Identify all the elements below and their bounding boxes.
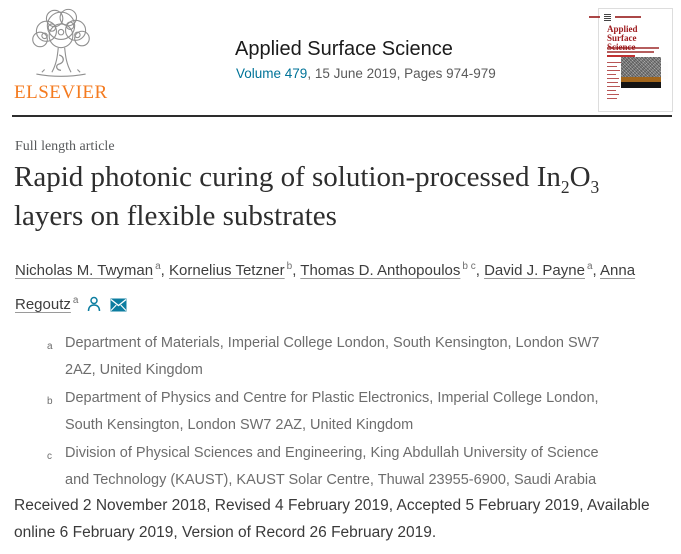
author-link[interactable]: Anna Regoutz: [15, 262, 636, 313]
affiliation-item: [14, 330, 618, 384]
affiliation-label: c: [47, 451, 52, 462]
elsevier-wordmark: ELSEVIER: [14, 82, 108, 103]
volume-link[interactable]: Volume 479: [236, 66, 308, 81]
author-separator: ,: [475, 262, 485, 279]
author-affiliation-superscript: a: [72, 295, 79, 306]
issue-info: , 15 June 2019, Pages 974-979: [307, 66, 496, 81]
author-link[interactable]: David J. Payne: [484, 262, 585, 279]
volume-issue-line: [236, 66, 496, 81]
affiliation-item: [14, 385, 618, 439]
author-affiliation-superscript: b c: [462, 261, 476, 272]
author-affiliation-superscript: a: [586, 261, 593, 272]
author-action-icons: [78, 296, 127, 313]
affiliation-label: b: [47, 396, 53, 407]
article-title: Rapid photonic curing of solution-processed $In_2O_3$ layers on flexible substrates: [14, 161, 600, 232]
header-divider: [12, 115, 672, 117]
article-type-label: Full length article: [15, 139, 115, 154]
author-link[interactable]: Nicholas M. Twyman: [15, 262, 154, 279]
author-link[interactable]: Kornelius Tetzner: [169, 262, 285, 279]
elsevier-tree-logo: [20, 6, 102, 82]
journal-title-link[interactable]: Applied Surface Science: [235, 38, 453, 60]
affiliation-list: [14, 330, 618, 495]
author-separator: ,: [592, 262, 601, 279]
author-link[interactable]: Thomas D. Anthopoulos: [300, 262, 461, 279]
author-separator: ,: [160, 262, 170, 279]
author-affiliation-superscript: a: [155, 261, 161, 272]
author-list: [15, 252, 660, 320]
affiliation-text: Division of Physical Sciences and Engineering, King Abdullah University of Science and Technology (KAUST), KAUST Solar Centre, Thuwal 23955-6900, Saudi Arabia: [65, 445, 599, 488]
affiliation-label: a: [47, 341, 53, 352]
person-icon[interactable]: [86, 296, 102, 312]
envelope-icon[interactable]: [110, 298, 127, 312]
affiliation-item: [14, 440, 618, 494]
publication-dates: Received 2 November 2018, Revised 4 February 2019, Accepted 5 February 2019, Available online 6 February 2019, Version of Record 26 February 2019.: [14, 497, 650, 541]
affiliation-text: Department of Physics and Centre for Plastic Electronics, Imperial College London, South Kensington, London SW7 2AZ, United Kingdom: [65, 390, 599, 433]
author-affiliation-superscript: b: [286, 261, 293, 272]
journal-cover-thumbnail[interactable]: [598, 8, 673, 112]
author-separator: ,: [292, 262, 301, 279]
affiliation-text: Department of Materials, Imperial College London, South Kensington, London SW7 2AZ, United Kingdom: [65, 335, 600, 378]
